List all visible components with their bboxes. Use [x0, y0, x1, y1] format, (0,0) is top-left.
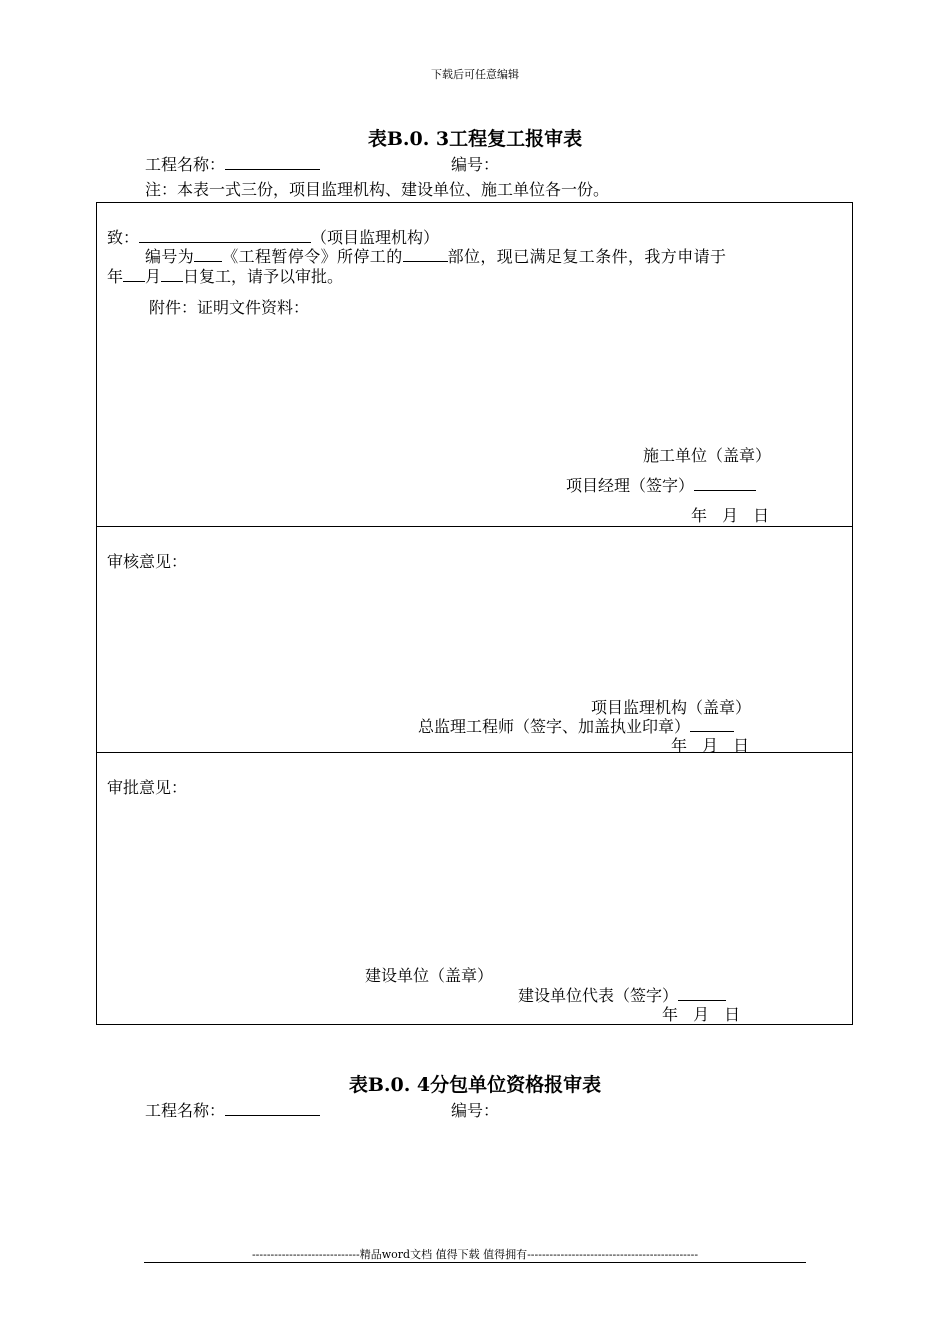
project-name-field-2[interactable]	[225, 1101, 320, 1116]
manager-label: 项目经理（签字）	[566, 476, 695, 495]
project-name-field[interactable]	[225, 155, 320, 170]
form1-project-name-row	[145, 152, 320, 175]
to-suffix: （项目监理机构）	[311, 228, 440, 247]
form1-title: 表B.0. 3工程复工报审表	[367, 128, 583, 150]
manager-row	[566, 473, 756, 496]
date-1: 年 月 日	[691, 506, 770, 525]
engineer-signature-field[interactable]	[690, 717, 734, 732]
contractor-seal: 施工单位（盖章）	[643, 446, 772, 465]
header-note: 下载后可任意编辑	[431, 68, 519, 81]
owner-seal: 建设单位（盖章）	[365, 966, 494, 985]
form2-number-label: 编号：	[451, 1101, 500, 1120]
month-label: 月	[145, 267, 162, 286]
part-field[interactable]	[403, 247, 448, 262]
request-text: 部位，现已满足复工条件，我方申请于	[447, 247, 727, 266]
form2-project-name-row	[145, 1098, 320, 1121]
number-label: 编号为	[145, 247, 195, 266]
form2-title: 表B.0. 4分包单位资格报审表	[348, 1074, 602, 1096]
review-label: 审核意见：	[107, 552, 188, 571]
request-line-3	[107, 264, 343, 287]
approval-label: 审批意见：	[107, 778, 188, 797]
day-field[interactable]	[161, 267, 183, 282]
footer-text: -----------------------------精品word文档 值得下载 值得拥有----------------------------------------------	[251, 1248, 699, 1261]
form1-section-application	[96, 202, 853, 527]
project-name-label: 工程名称：	[145, 155, 226, 174]
form1-note: 注：本表一式三份，项目监理机构、建设单位、施工单位各一份。	[145, 180, 610, 199]
year-label: 年	[107, 267, 124, 286]
attachment-label: 附件：证明文件资料：	[149, 298, 310, 317]
footer-rule	[144, 1262, 806, 1263]
to-label: 致：	[107, 228, 140, 247]
owner-rep-signature-field[interactable]	[678, 986, 726, 1001]
date-2: 年 月 日	[671, 736, 750, 755]
manager-signature-field[interactable]	[694, 476, 756, 491]
order-text: 《工程暂停令》所停工的	[222, 247, 403, 266]
form1-section-review	[96, 526, 853, 753]
engineer-label: 总监理工程师（签字、加盖执业印章）	[418, 717, 691, 736]
date-3: 年 月 日	[662, 1005, 741, 1024]
order-number-field[interactable]	[194, 247, 222, 262]
owner-rep-label: 建设单位代表（签字）	[518, 986, 679, 1005]
project-name-label-2: 工程名称：	[145, 1101, 226, 1120]
to-field[interactable]	[139, 228, 311, 243]
resume-text: 日复工，请予以审批。	[183, 267, 344, 286]
form1-number-label: 编号：	[451, 155, 500, 174]
month-field[interactable]	[123, 267, 145, 282]
form1-section-approval	[96, 752, 853, 1025]
supervision-seal: 项目监理机构（盖章）	[591, 698, 752, 717]
